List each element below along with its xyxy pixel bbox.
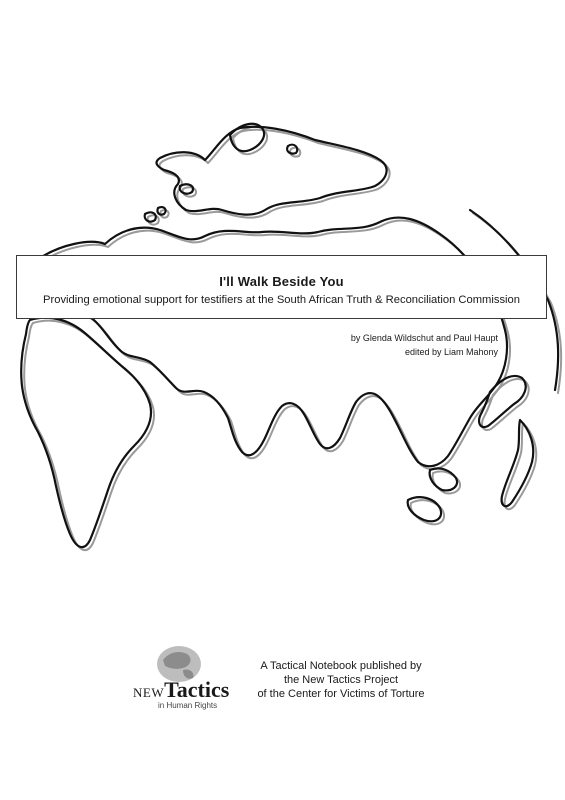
logo-tagline: in Human Rights: [158, 701, 218, 710]
author-credits: [351, 331, 498, 359]
title-box: [16, 255, 547, 319]
publisher-line-2: the New Tactics Project: [283, 674, 399, 686]
logo-wordmark: [133, 677, 229, 703]
page-subtitle: Providing emotional support for testifiers at the South African Truth & Reconciliation Commission: [43, 294, 520, 306]
authors-line: by Glenda Wildschut and Paul Haupt: [350, 333, 498, 343]
publisher-info: [236, 659, 446, 701]
editor-line: edited by Liam Mahony: [404, 347, 498, 357]
globe-icon: [153, 642, 205, 682]
publisher-line-1: A Tactical Notebook published by: [260, 660, 422, 672]
publisher-line-3: of the Center for Victims of Torture: [257, 688, 425, 700]
logo-new: NEW: [133, 685, 165, 700]
logo-tactics: Tactics: [164, 677, 230, 702]
page-title: I'll Walk Beside You: [219, 274, 344, 289]
new-tactics-logo: [133, 642, 243, 710]
